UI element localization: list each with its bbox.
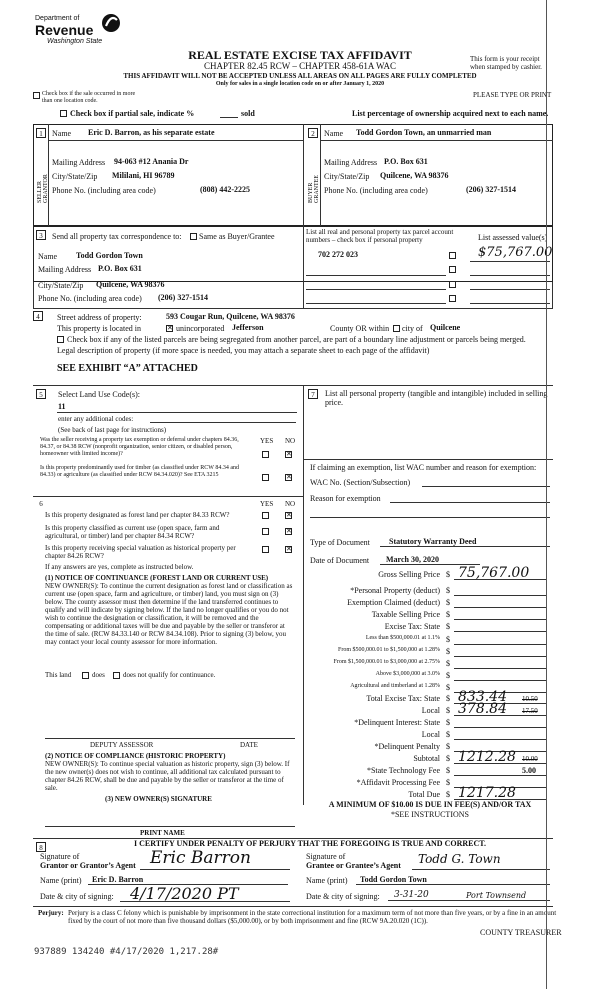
tier-1-dollar: $ xyxy=(446,635,450,644)
s5-question-1: Was the seller receiving a property tax exemption or deferral under chapters 84.36, 84.37, or 84.38 RCW (nonprofit organization, senior citizen, or disabled person, homeowner with limited income)? xyxy=(40,437,239,457)
section-4-number: 4 xyxy=(33,311,43,321)
exhibit-a: SEE EXHIBIT “A” ATTACHED xyxy=(57,363,198,374)
dor-logo xyxy=(33,10,123,52)
grantor-name[interactable]: Eric D. Barron xyxy=(92,875,144,884)
s6-q1-yes[interactable] xyxy=(262,512,269,519)
personal-property-deduct-label: *Personal Property (deduct) xyxy=(350,586,440,595)
this-land-label: This land xyxy=(45,671,72,679)
corr-mail[interactable]: P.O. Box 631 xyxy=(98,264,142,273)
grantee-sig-label-1: Signature of xyxy=(306,852,346,861)
state-technology-fee-dollar: $ xyxy=(446,766,450,775)
total-excise-state-value[interactable]: 833.44 xyxy=(458,689,507,705)
subtotal-struck: 10.00 xyxy=(522,755,538,763)
grantee-name[interactable]: Todd Gordon Town xyxy=(360,875,427,884)
dept-name: Revenue xyxy=(35,22,94,38)
type-print: PLEASE TYPE OR PRINT xyxy=(473,91,552,99)
gross-selling-price-value[interactable]: 75,767.00 xyxy=(458,565,530,581)
unincorporated-checkbox[interactable] xyxy=(166,325,173,332)
s6-q3-yes[interactable] xyxy=(262,546,269,553)
same-as-buyer-label: Same as Buyer/Grantee xyxy=(199,232,275,241)
total-due-value[interactable]: 1217.28 xyxy=(458,785,516,801)
s5-no-label: NO xyxy=(285,437,296,445)
s6-question-3: Is this property receiving special valuation as historical property per chapter 84.26 RCW? xyxy=(45,544,236,560)
corr-name[interactable]: Todd Gordon Town xyxy=(76,251,143,260)
tier-4-dollar: $ xyxy=(446,671,450,680)
grantor-name-label: Name (print) xyxy=(40,876,82,885)
if-any-yes: If any answers are yes, complete as instructed below. xyxy=(45,563,194,571)
grantor-date-city[interactable]: 4/17/2020 PT xyxy=(130,884,239,903)
tier-2-label: From $500,000.01 to $1,500,000 at 1.28% xyxy=(338,647,440,653)
s6-no-label: NO xyxy=(285,500,296,508)
grantor-sig-label-1: Signature of xyxy=(40,852,80,861)
s5-question-2: Is this property predominantly used for timber (as classified under RCW 84.34 and 84.33) or agriculture (as classified under RCW 84.34.020)? See ETA 3215 xyxy=(40,465,240,478)
notice-compliance-body: NEW OWNER(S): To continue special valuation as historic property, sign (3) below. If the new owner(s) does not wish to continue, all additional tax calculated pursuant to chapter 84.26 RCW, shall be due and payable by the seller or transferor at the time of sale. xyxy=(45,760,290,792)
delinquent-interest-state-dollar: $ xyxy=(446,718,450,727)
land-use-code[interactable]: 11 xyxy=(58,402,66,411)
located-label: This property is located in xyxy=(57,324,141,333)
multi-location-label: Check box if the sale occurred in more than one location code. xyxy=(42,91,136,104)
tier-5-label: Agricultural and timberland at 1.28% xyxy=(350,683,440,689)
assessor-date-label: DATE xyxy=(240,741,258,749)
s6-question-1: Is this property designated as forest land per chapter 84.33 RCW? xyxy=(45,511,230,519)
state-technology-fee-value[interactable]: 5.00 xyxy=(522,766,536,775)
s6-q3-no[interactable] xyxy=(285,546,292,553)
county-treasurer: COUNTY TREASURER xyxy=(480,928,562,937)
grantor-sig-label-2: Grantor or Grantor’s Agent xyxy=(40,861,136,870)
seller-side-label: SELLER GRANTOR xyxy=(37,174,49,203)
parcel-header: List all real and personal property tax parcel account numbers – check box if personal property xyxy=(306,228,454,244)
notice-continuance-title: (1) NOTICE OF CONTINUANCE (FOREST LAND OR CURRENT USE) xyxy=(45,574,269,582)
delinquent-interest-local-label: Local xyxy=(421,730,440,739)
total-excise-state-label: Total Excise Tax: State xyxy=(366,694,440,703)
parcel-personal-checkbox-1[interactable] xyxy=(449,252,456,259)
grantee-date-label: Date & city of signing: xyxy=(306,892,380,901)
see-back-label: (See back of last page for instructions) xyxy=(58,426,167,434)
section-8-number: 8 xyxy=(36,842,46,852)
form-warning: THIS AFFIDAVIT WILL NOT BE ACCEPTED UNLESS ALL AREAS ON ALL PAGES ARE FULLY COMPLETED xyxy=(123,72,477,80)
land-use-label: Select Land Use Code(s): xyxy=(58,390,140,399)
s6-q1-no[interactable] xyxy=(285,512,292,519)
claiming-exemption-label: If claiming an exemption, list WAC number and reason for exemption: xyxy=(310,463,537,472)
send-label: Send all property tax correspondence to: xyxy=(52,232,182,241)
tier-3-dollar: $ xyxy=(446,659,450,668)
city-name[interactable]: Quilcene xyxy=(430,323,461,332)
seller-city-label: City/State/Zip xyxy=(52,172,98,181)
minimum-note: A MINIMUM OF $10.00 IS DUE IN FEE(S) AND/OR TAX xyxy=(328,800,532,809)
parcel-personal-checkbox-4[interactable] xyxy=(449,295,456,302)
unincorporated-label: unincorporated xyxy=(176,324,225,333)
buyer-name-label: Name xyxy=(324,129,344,138)
street-address[interactable]: 593 Cougar Run, Quilcene, WA 98376 xyxy=(166,312,295,321)
total-excise-local-struck: 17.50 xyxy=(522,707,538,715)
legal-desc-label: Legal description of property (if more space is needed, you may attach a separate sheet to each page of the affidavit) xyxy=(57,346,430,355)
total-excise-local-dollar: $ xyxy=(446,706,450,715)
total-excise-local-label: Local xyxy=(421,706,440,715)
assessed-value[interactable]: $75,767.00 xyxy=(478,245,553,260)
perjury-text: Perjury is a class C felony which is punishable by imprisonment in the state correctional institution for a maximum term of not more than five years, or by a fine in an amount fixed by the court of not more than five thousand dollars ($5,000.00), or by both imprisonment and fine (RCW 9A.20.020 (1C)). xyxy=(68,909,557,925)
buyer-city[interactable]: Quilcene, WA 98376 xyxy=(380,171,449,180)
s5-yes-label: YES xyxy=(260,437,274,445)
segregated-label: Check box if any of the listed parcels are being segregated from another parcel, are part of a boundary line adjustment or parcels being merged. xyxy=(67,335,526,344)
state-technology-fee-label: *State Technology Fee xyxy=(366,766,440,775)
corr-phone[interactable]: (206) 327-1514 xyxy=(158,293,208,302)
doc-type[interactable]: Statutory Warranty Deed xyxy=(389,537,477,546)
street-label: Street address of property: xyxy=(57,313,142,322)
see-instructions: *SEE INSTRUCTIONS xyxy=(390,810,469,819)
s6-q2-yes[interactable] xyxy=(262,528,269,535)
receipt-note: This form is your receipt when stamped by cashier. xyxy=(470,55,542,71)
notice-continuance-body: NEW OWNER(S): To continue the current designation as forest land or classification as current use (open space, farm and agriculture, or timber) land, you must sign on (3) below. The county assessor must then determine if the land transferred continues to qualify and will indicate by signing below. If the land no longer qualifies or you do not wish to continue the designation or classification, it will be removed and the compensating or additional taxes will be due and payable by the seller or transferor at the time of sale. (RCW 84.33.140 or RCW 84.34.108). Prior to signing (3) below, you may contact your local county assessor for more information. xyxy=(45,582,293,646)
seller-city[interactable]: Mililani, HI 96789 xyxy=(112,171,175,180)
s5-q2-no[interactable] xyxy=(285,474,292,481)
subtotal-value[interactable]: 1212.28 xyxy=(458,749,516,765)
buyer-mail[interactable]: P.O. Box 631 xyxy=(384,157,428,166)
wa-logo-icon xyxy=(101,12,121,36)
city-of-label: city of xyxy=(402,324,423,333)
excise-tax-state-label: Excise Tax: State xyxy=(384,622,440,631)
seller-name: Eric D. Barron, as his separate estate xyxy=(88,128,215,137)
land-does-checkbox[interactable] xyxy=(82,672,89,679)
buyer-phone[interactable]: (206) 327-1514 xyxy=(466,185,516,194)
section-6-number: 6 xyxy=(36,499,46,509)
county-or-label: County OR within xyxy=(330,324,390,333)
seller-phone[interactable]: (808) 442-2225 xyxy=(200,185,250,194)
seller-mail[interactable]: 94-063 #12 Anania Dr xyxy=(114,157,189,166)
section-2-number: 2 xyxy=(308,128,318,138)
doc-date-label: Date of Document xyxy=(310,556,370,565)
tier-4-label: Above $3,000,000 at 3.0% xyxy=(375,671,440,677)
corr-city-label: City/State/Zip xyxy=(38,281,84,290)
land-does-label: does xyxy=(92,671,105,679)
seller-mail-label: Mailing Address xyxy=(52,158,106,167)
section-3-number: 3 xyxy=(36,230,46,240)
taxable-selling-price-label: Taxable Selling Price xyxy=(371,610,440,619)
total-due-dollar: $ xyxy=(446,790,450,799)
seller-phone-label: Phone No. (including area code) xyxy=(52,186,156,195)
buyer-side-label: BUYER GRANTEE xyxy=(308,175,320,203)
total-excise-state-struck: 10.50 xyxy=(522,695,538,703)
total-excise-local-value[interactable]: 378.84 xyxy=(458,701,507,717)
affidavit-processing-fee-dollar: $ xyxy=(446,778,450,787)
buyer-name: Todd Gordon Town, an unmarried man xyxy=(356,128,492,137)
doc-date[interactable]: March 30, 2020 xyxy=(386,555,439,564)
subtotal-dollar: $ xyxy=(446,754,450,763)
exemption-claimed-dollar: $ xyxy=(446,598,450,607)
tier-5-dollar: $ xyxy=(446,683,450,692)
doc-type-label: Type of Document xyxy=(310,538,370,547)
county-name[interactable]: Jefferson xyxy=(232,323,264,332)
land-does-not-label: does not qualify for continuance. xyxy=(123,671,216,679)
tier-3-label: From $1,500,000.01 to $3,000,000 at 2.75% xyxy=(333,659,440,665)
corr-mail-label: Mailing Address xyxy=(38,265,92,274)
section-7-number: 7 xyxy=(308,389,318,399)
total-excise-state-dollar: $ xyxy=(446,694,450,703)
section-5-number: 5 xyxy=(36,389,46,399)
s5-q2-yes[interactable] xyxy=(262,474,269,481)
gross-selling-price-label: Gross Selling Price xyxy=(378,570,440,579)
additional-codes-label: enter any additional codes: xyxy=(58,415,134,423)
sold-label: sold xyxy=(241,109,255,118)
form-title: REAL ESTATE EXCISE TAX AFFIDAVIT xyxy=(188,48,412,62)
same-as-buyer-checkbox[interactable] xyxy=(190,233,197,240)
excise-tax-state-dollar: $ xyxy=(446,622,450,631)
delinquent-penalty-dollar: $ xyxy=(446,742,450,751)
total-due-label: Total Due xyxy=(408,790,440,799)
s5-q1-no[interactable] xyxy=(285,451,292,458)
buyer-phone-label: Phone No. (including area code) xyxy=(324,186,428,195)
corr-name-label: Name xyxy=(38,252,58,261)
grantee-sig-label-2: Grantee or Grantee’s Agent xyxy=(306,861,401,870)
grantor-date-label: Date & city of signing: xyxy=(40,892,114,901)
page-edge-line xyxy=(546,0,547,989)
form-chapter: CHAPTER 82.45 RCW – CHAPTER 458-61A WAC xyxy=(204,61,396,71)
notice-compliance-title: (2) NOTICE OF COMPLIANCE (HISTORIC PROPERTY) xyxy=(45,752,226,760)
print-name-label: PRINT NAME xyxy=(140,829,185,837)
reason-label: Reason for exemption xyxy=(310,494,381,503)
tier-1-label: Less than $500,000.01 at 1.1% xyxy=(365,635,440,641)
ownership-note: List percentage of ownership acquired next to each name. xyxy=(352,109,549,118)
corr-city[interactable]: Quilcene, WA 98376 xyxy=(96,280,165,289)
section-1-number: 1 xyxy=(36,128,46,138)
s6-q2-no[interactable] xyxy=(285,528,292,535)
s6-question-2: Is this property classified as current use (open space, farm and agricultural, or timber) land per chapter 84.34 RCW? xyxy=(45,524,220,540)
exemption-claimed-label: Exemption Claimed (deduct) xyxy=(347,598,440,607)
buyer-mail-label: Mailing Address xyxy=(324,158,378,167)
grantee-signature[interactable]: Todd G. Town xyxy=(418,852,501,866)
dept-state: Washington State xyxy=(47,38,103,45)
personal-property-deduct-dollar: $ xyxy=(446,586,450,595)
delinquent-interest-state-label: *Delinquent Interest: State xyxy=(354,718,440,727)
affidavit-processing-fee-label: *Affidavit Processing Fee xyxy=(356,778,440,787)
grantee-city[interactable]: Port Townsend xyxy=(466,891,527,900)
grantor-signature[interactable]: Eric Barron xyxy=(150,848,251,868)
partial-sale-label: Check box if partial sale, indicate % xyxy=(70,109,195,118)
land-does-not-checkbox[interactable] xyxy=(113,672,120,679)
perjury-label: Perjury: xyxy=(38,909,64,917)
parcel-number[interactable]: 702 272 023 xyxy=(318,250,358,259)
gross-selling-price-dollar: $ xyxy=(446,570,450,579)
buyer-city-label: City/State/Zip xyxy=(324,172,370,181)
multi-location-checkbox[interactable] xyxy=(33,92,40,99)
subtotal-label: Subtotal xyxy=(413,754,440,763)
dept-label: Department of xyxy=(35,15,80,22)
assessed-header: List assessed value(s) xyxy=(478,233,548,242)
new-owner-signature-label: (3) NEW OWNER(S) SIGNATURE xyxy=(105,795,212,803)
segregated-checkbox[interactable] xyxy=(57,336,64,343)
city-checkbox[interactable] xyxy=(393,325,400,332)
parcel-personal-checkbox-2[interactable] xyxy=(449,266,456,273)
parcel-personal-checkbox-3[interactable] xyxy=(449,281,456,288)
s6-yes-label: YES xyxy=(260,500,274,508)
deputy-assessor-label: DEPUTY ASSESSOR xyxy=(90,741,154,749)
form-only-for: Only for sales in a single location code on or after January 1, 2020 xyxy=(215,81,385,87)
grantee-name-label: Name (print) xyxy=(306,876,348,885)
personal-property-label: List all personal property (tangible and intangible) included in selling price. xyxy=(325,389,548,407)
s5-q1-yes[interactable] xyxy=(262,451,269,458)
wac-label: WAC No. (Section/Subsection) xyxy=(310,478,411,487)
tier-2-dollar: $ xyxy=(446,647,450,656)
certify-statement: I CERTIFY UNDER PENALTY OF PERJURY THAT THE FOREGOING IS TRUE AND CORRECT. xyxy=(133,839,486,848)
taxable-selling-price-dollar: $ xyxy=(446,610,450,619)
delinquent-interest-local-dollar: $ xyxy=(446,730,450,739)
partial-sale-checkbox[interactable] xyxy=(60,110,67,117)
seller-name-label: Name xyxy=(52,129,72,138)
receipt-stamp: 937889 134240 #4/17/2020 1,217.28# xyxy=(34,947,219,957)
delinquent-penalty-label: *Delinquent Penalty xyxy=(374,742,440,751)
grantee-date[interactable]: 3-31-20 xyxy=(394,890,429,900)
corr-phone-label: Phone No. (including area code) xyxy=(38,294,142,303)
